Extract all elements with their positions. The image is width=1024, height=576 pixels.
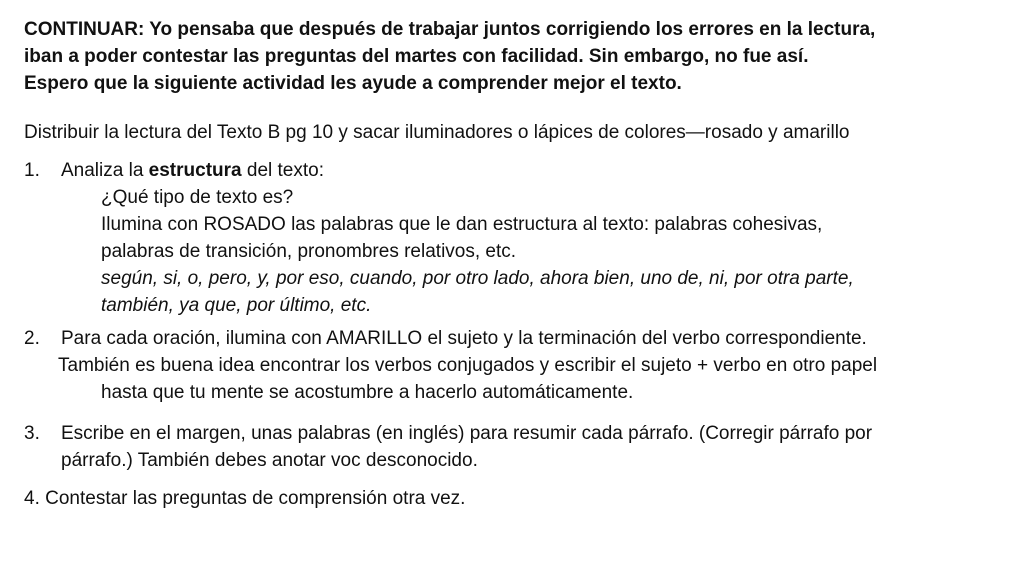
list-item-4: 4. Contestar las preguntas de comprensión otra vez. <box>24 488 466 509</box>
item-2-number: 2. <box>24 328 40 349</box>
item-3-number: 3. <box>24 423 40 444</box>
intro-line-3: Espero que la siguiente actividad les ayude a comprender mejor el texto. <box>24 73 682 94</box>
item-1-instruction-line-1: Ilumina con ROSADO las palabras que le dan estructura al texto: palabras cohesivas, <box>101 214 823 235</box>
item-1-question: ¿Qué tipo de texto es? <box>101 187 294 208</box>
item-1-instruction-line-2: palabras de transición, pronombres relativos, etc. <box>101 241 517 262</box>
item-2-line-1: Para cada oración, ilumina con AMARILLO el sujeto y la terminación del verbo correspondiente. <box>61 328 867 349</box>
intro-line-1: CONTINUAR: Yo pensaba que después de trabajar juntos corrigiendo los errores en la lectura, <box>24 19 876 40</box>
list-item-1 <box>24 157 1009 319</box>
item-1-number: 1. <box>24 160 40 181</box>
item-2-line-2: También es buena idea encontrar los verbos conjugados y escribir el sujeto + verbo en otro papel <box>58 355 878 376</box>
item-1-lead <box>61 157 1009 184</box>
item-2-line-3: hasta que tu mente se acostumbre a hacerlo automáticamente. <box>101 382 634 403</box>
item-1-examples-line-1: según, si, o, pero, y, por eso, cuando, por otro lado, ahora bien, uno de, ni, por otra parte, <box>101 268 854 289</box>
list-item-3 <box>24 420 1009 474</box>
item-1-lead-before: Analiza la <box>61 160 149 181</box>
item-3-line-2: párrafo.) También debes anotar voc desconocido. <box>61 450 478 471</box>
item-1-examples-line-2: también, ya que, por último, etc. <box>101 295 372 316</box>
item-3-line-1: Escribe en el margen, unas palabras (en inglés) para resumir cada párrafo. (Corregir párrafo por <box>61 423 873 444</box>
item-1-lead-bold: estructura <box>148 160 242 181</box>
slide-content <box>24 16 1009 512</box>
list-item-2 <box>24 325 1009 406</box>
item-1-lead-after: del texto: <box>241 160 324 181</box>
intro-paragraph <box>24 16 1009 97</box>
distribute-instruction: Distribuir la lectura del Texto B pg 10 y sacar iluminadores o lápices de colores—rosado y amarillo <box>24 122 850 143</box>
intro-line-2: iban a poder contestar las preguntas del martes con facilidad. Sin embargo, no fue así. <box>24 46 809 67</box>
